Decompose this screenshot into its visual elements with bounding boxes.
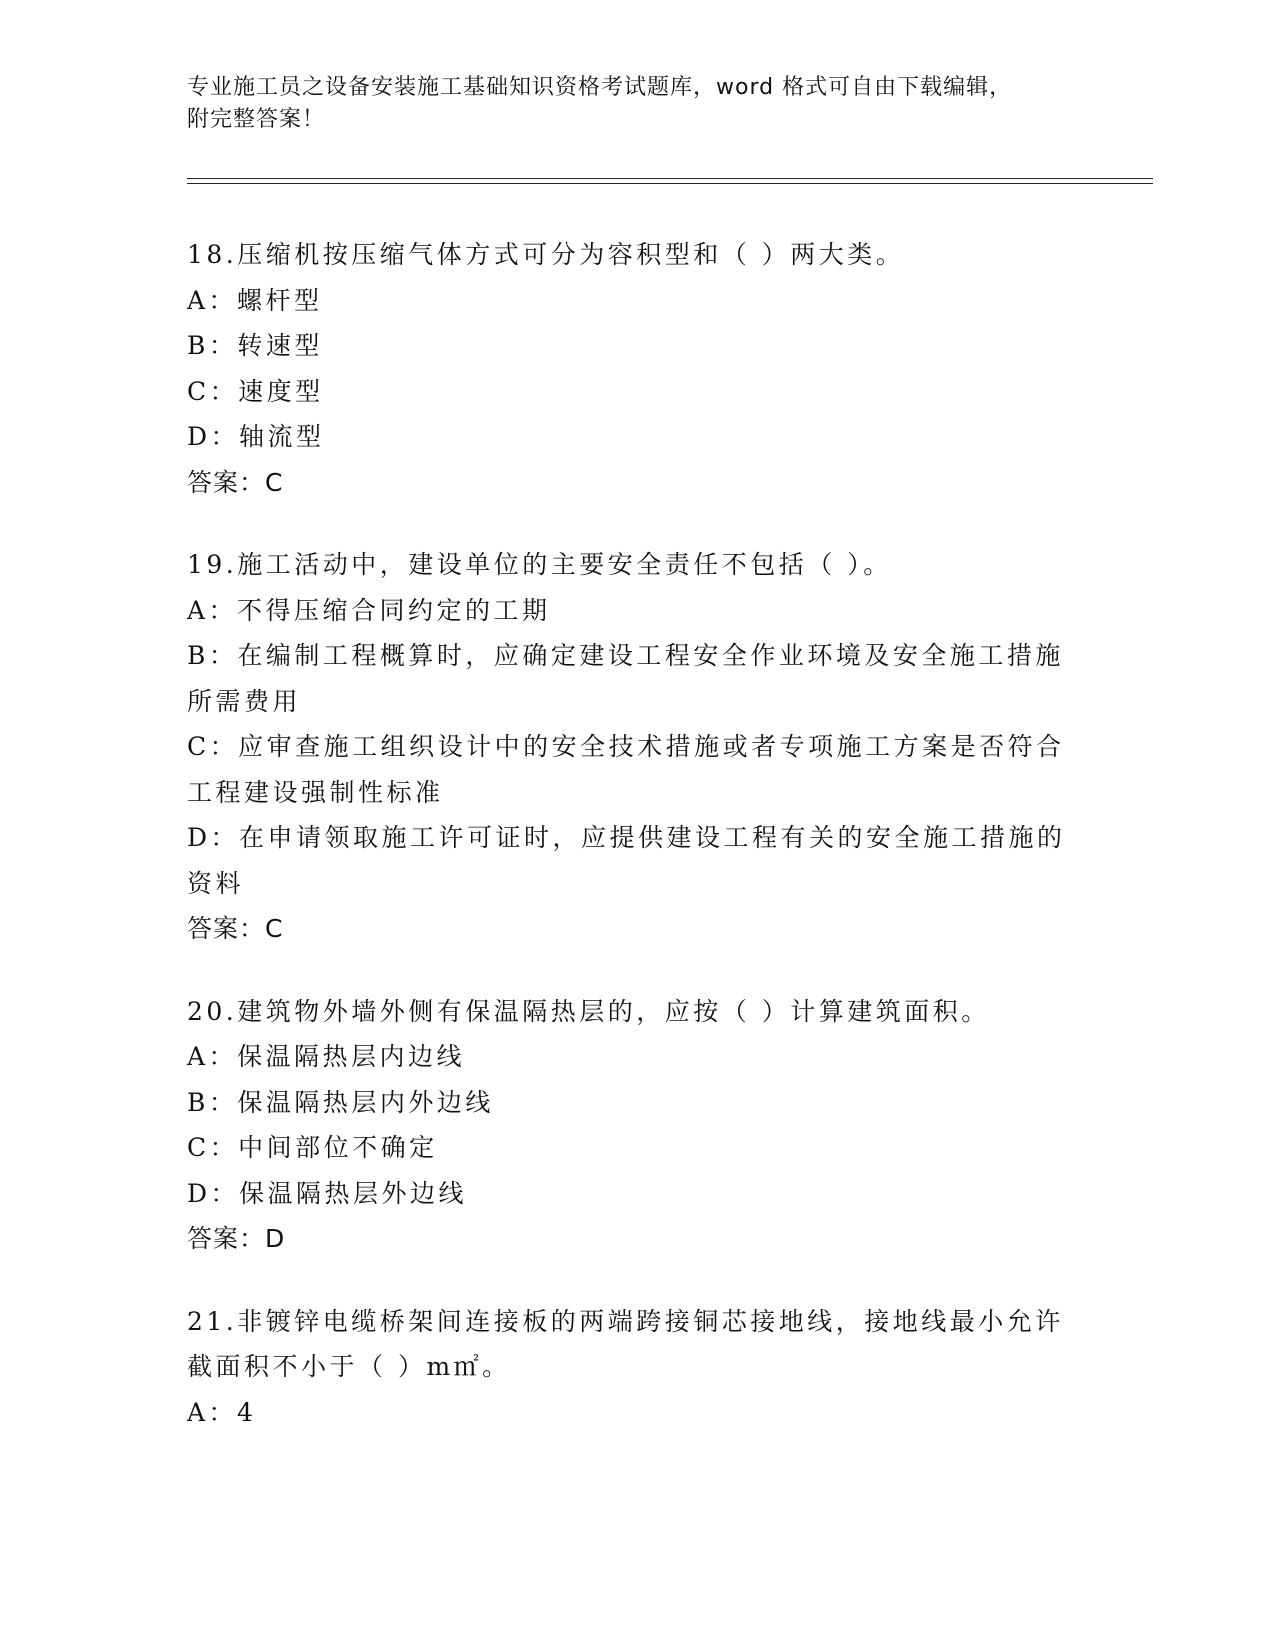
header-line-1: 专业施工员之设备安装施工基础知识资格考试题库，word 格式可自由下载编辑， [187,75,1013,100]
question-block [187,542,1067,952]
answer-option: A：螺杆型 [187,285,323,315]
question-block [187,232,1067,505]
answer-option: A：保温隔热层内边线 [187,1042,466,1071]
answer-option: 工程建设强制性标准 [187,777,444,807]
answer-option: C：应审查施工组织设计中的安全技术措施或者专项施工方案是否符合 [187,732,1065,761]
answer-option: A：4 [187,1397,257,1427]
document-header [187,72,1087,136]
answer-option: B：在编制工程概算时，应确定建设工程安全作业环境及安全施工措施 [187,641,1064,670]
answer-option: B：保温隔热层内外边线 [187,1087,494,1117]
header-line-2: 附完整答案！ [187,107,326,132]
answer-key: 答案：D [187,1224,286,1253]
question-stem: 19.施工活动中，建设单位的主要安全责任不包括（ ）。 [187,550,892,579]
answer-option: C：速度型 [187,376,324,406]
question-block [187,1299,1067,1436]
answer-option: 资料 [187,868,245,898]
question-list [187,232,1067,1472]
question-stem: 截面积不小于（ ）m㎡。 [187,1352,511,1381]
answer-option: A：不得压缩合同约定的工期 [187,595,551,625]
answer-option: D：保温隔热层外边线 [187,1178,468,1208]
answer-key: 答案：C [187,914,284,943]
answer-option: D：轴流型 [187,422,325,451]
header-divider-bottom [187,183,1153,184]
question-stem: 18.压缩机按压缩气体方式可分为容积型和（ ）两大类。 [187,240,905,269]
question-stem: 20.建筑物外墙外侧有保温隔热层的，应按（ ）计算建筑面积。 [187,996,990,1026]
answer-option: 所需费用 [187,686,302,716]
question-block [187,989,1067,1262]
answer-option: C：中间部位不确定 [187,1133,438,1162]
answer-key: 答案：C [187,467,284,497]
header-divider-top [187,178,1153,179]
question-stem: 21.非镀锌电缆桥架间连接板的两端跨接铜芯接地线，接地线最小允许 [187,1306,1064,1336]
answer-option: B：转速型 [187,331,323,360]
answer-option: D：在申请领取施工许可证时，应提供建设工程有关的安全施工措施的 [187,823,1066,852]
